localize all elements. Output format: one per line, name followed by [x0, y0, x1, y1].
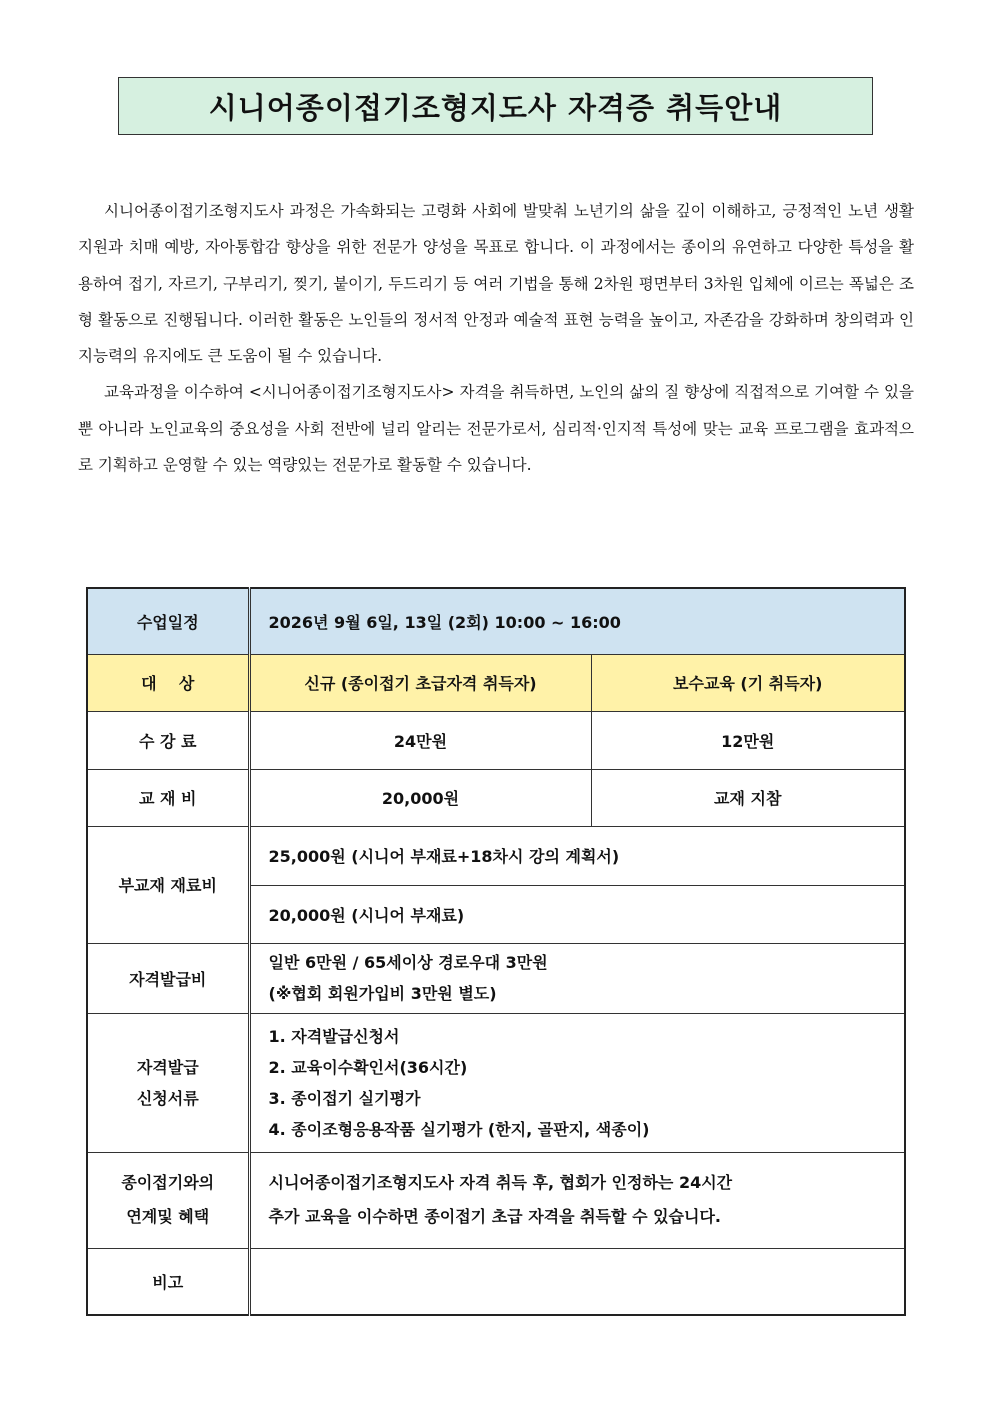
benefits-label — [87, 1152, 249, 1248]
row-target — [87, 654, 905, 711]
page-title: 시니어종이접기조형지도사 자격증 취득안내 — [208, 90, 783, 125]
row-remarks — [87, 1248, 905, 1315]
row-tuition — [87, 711, 905, 769]
schedule-value: 2026년 9월 6일, 13일 (2회) 10:00 ~ 16:00 — [249, 588, 905, 654]
textbook-new: 20,000원 — [249, 769, 591, 826]
row-textbook — [87, 769, 905, 826]
cert-fee-line-1: 일반 6만원 / 65세이상 경로우대 3만원 — [268, 953, 548, 972]
row-documents — [87, 1013, 905, 1152]
benefits-line-1: 시니어종이접기조형지도사 자격 취득 후, 협회가 인정하는 24시간 — [268, 1173, 733, 1192]
intro-paragraph-1: 시니어종이접기조형지도사 과정은 가속화되는 고령화 사회에 발맞춰 노년기의 삶을 깊이 이해하고, 긍정적인 노년 생활 지원과 치매 예방, 자아통합감 향상을 위한 전문가 양성을 목표로 합니다. 이 과정에서는 종이의 유연하고 다양한 특성을 활용하여 접기, 자르기, 구부리기, 찢기, 붙이기, 두드리기 등 여러 기법을 통해 2차원 평면부터 3차원 입체에 이르는 폭넓은 조형 활동으로 진행됩니다. 이러한 활동은 노인들의 정서적 안정과 예술적 표현 능력을 높이고, 자존감을 강화하며 창의력과 인지능력의 유지에도 큰 도움이 될 수 있습니다. — [78, 202, 914, 366]
materials-line-2: 20,000원 (시니어 부재료) — [249, 885, 905, 943]
documents-label — [87, 1013, 249, 1152]
documents-label-line-2: 신청서류 — [136, 1088, 199, 1108]
intro-section — [78, 193, 914, 483]
intro-paragraph-2: 교육과정을 이수하여 <시니어종이접기조형지도사> 자격을 취득하면, 노인의 삶의 질 향상에 직접적으로 기여할 수 있을 뿐 아니라 노인교육의 중요성을 사회 전반에 널리 알리는 전문가로서, 심리적·인지적 특성에 맞는 교육 프로그램을 효과적으로 기획하고 운영할 수 있는 역량있는 전문가로 활동할 수 있습니다. — [78, 383, 914, 475]
row-materials-1 — [87, 826, 905, 885]
info-table — [86, 587, 906, 1316]
documents-item: 2. 교육이수확인서(36시간) — [268, 1057, 468, 1077]
target-new: 신규 (종이접기 초급자격 취득자) — [249, 654, 591, 711]
documents-label-line-1: 자격발급 — [136, 1057, 199, 1077]
row-schedule — [87, 588, 905, 654]
benefits-label-line-2: 연계및 혜택 — [126, 1207, 210, 1226]
title-box — [118, 77, 873, 135]
remarks-value — [249, 1248, 905, 1315]
documents-item: 3. 종이접기 실기평가 — [268, 1088, 421, 1108]
cert-fee-line-2: (※협회 회원가입비 3만원 별도) — [268, 984, 497, 1003]
remarks-label: 비고 — [87, 1248, 249, 1315]
documents-item: 4. 종이조형응용작품 실기평가 (한지, 골판지, 색종이) — [268, 1119, 650, 1139]
cert-fee-label: 자격발급비 — [87, 943, 249, 1013]
target-label: 대 상 — [87, 654, 249, 711]
schedule-label: 수업일정 — [87, 588, 249, 654]
documents-list — [249, 1013, 905, 1152]
textbook-label: 교 재 비 — [87, 769, 249, 826]
row-cert-fee — [87, 943, 905, 1013]
benefits-label-line-1: 종이접기와의 — [121, 1173, 215, 1192]
cert-fee-value — [249, 943, 905, 1013]
documents-item: 1. 자격발급신청서 — [268, 1026, 400, 1046]
materials-label: 부교재 재료비 — [87, 826, 249, 943]
benefits-line-2: 추가 교육을 이수하면 종이접기 초급 자격을 취득할 수 있습니다. — [268, 1207, 721, 1226]
materials-line-1: 25,000원 (시니어 부재료+18차시 강의 계획서) — [249, 826, 905, 885]
benefits-value — [249, 1152, 905, 1248]
textbook-renewal: 교재 지참 — [591, 769, 905, 826]
row-benefits — [87, 1152, 905, 1248]
tuition-renewal: 12만원 — [591, 711, 905, 769]
target-renewal: 보수교육 (기 취득자) — [591, 654, 905, 711]
tuition-label: 수 강 료 — [87, 711, 249, 769]
tuition-new: 24만원 — [249, 711, 591, 769]
